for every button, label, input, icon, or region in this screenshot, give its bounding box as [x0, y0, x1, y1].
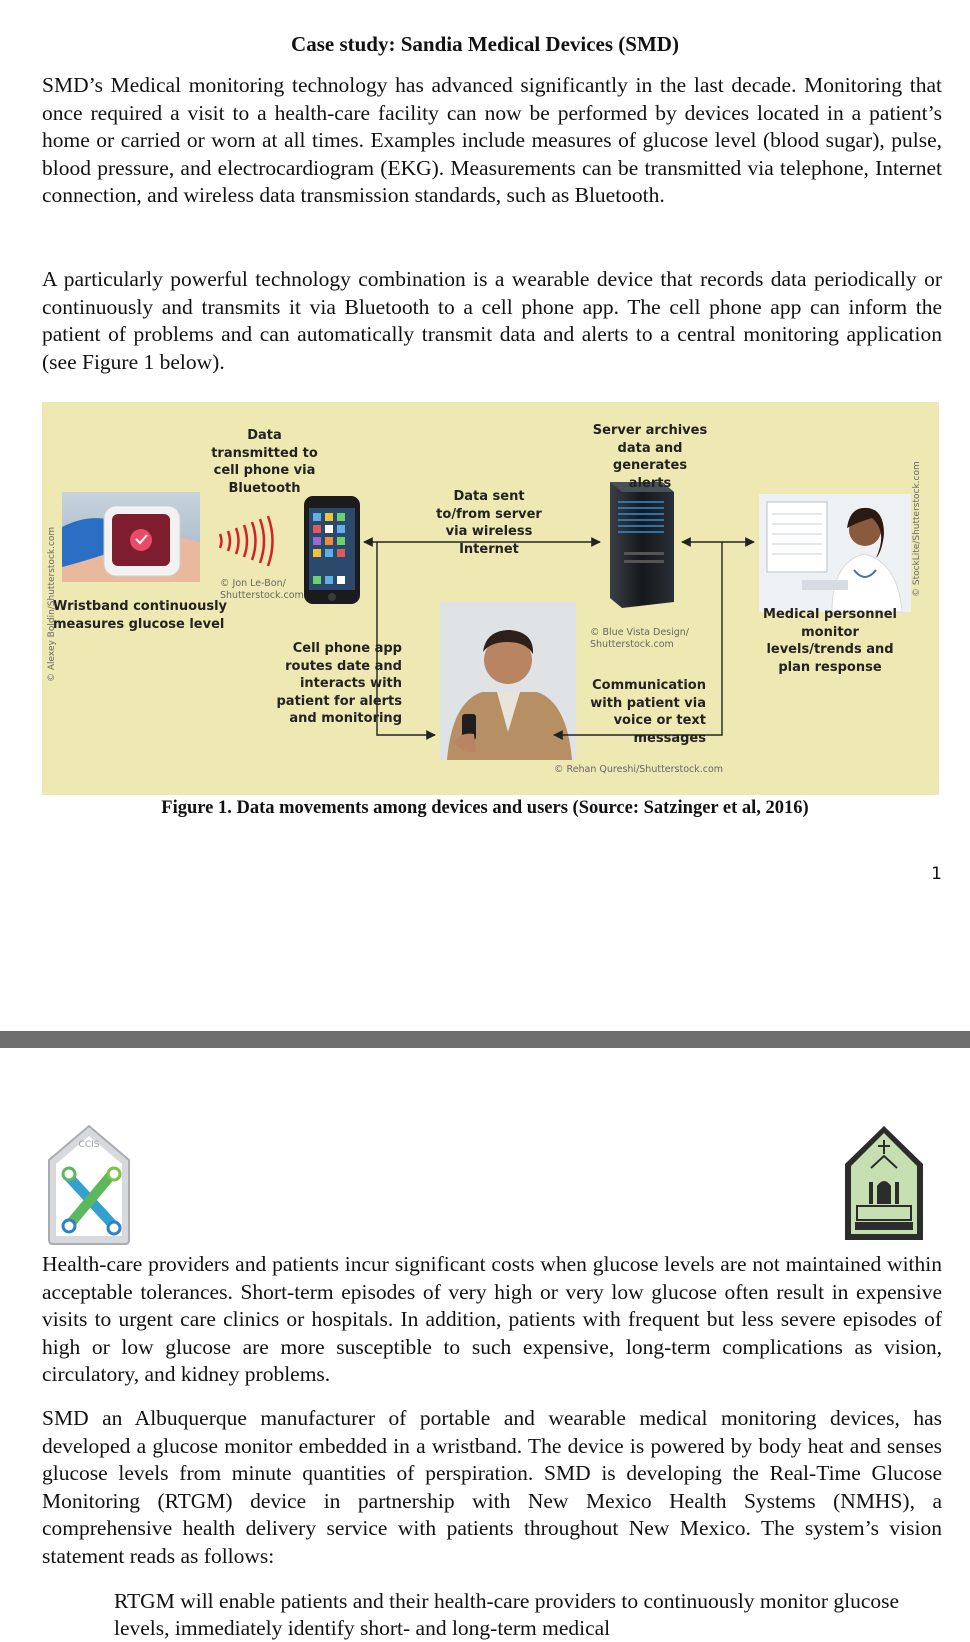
- label-medical-personnel: Medical personnel monitor levels/trends and plan response: [763, 607, 897, 675]
- wristband-image: [62, 492, 200, 582]
- ccis-logo: [44, 1122, 134, 1247]
- credit-watch: © Alexey Boldin/Shutterstock.com: [47, 526, 57, 682]
- ccis-logo-text: CCIS: [78, 1140, 100, 1150]
- figure-data-movements: [42, 402, 939, 795]
- label-server: Server archives data and generates alerts: [592, 423, 708, 491]
- label-cell-phone-app: Cell phone app routes date and interacts with patient for alerts and monitoring: [276, 641, 402, 726]
- credit-patient: © Rehan Qureshi/Shutterstock.com: [554, 764, 724, 775]
- paragraph-intro: SMD’s Medical monitoring technology has advanced significantly in the last decade. Monitoring that once required a visit to a health-care facility can now be performed by devices located in a patient’s home or carried or worn at all times. Examples include measures of glucose level (blood sugar), pulse, blood pressure, and electrocardiogram (EKG). Measurements can be transmitted via telephone, Internet connection, and wireless data transmission standards, such as Bluetooth.: [42, 73, 942, 207]
- label-wristband: Wristband continuously measures glucose level: [53, 599, 228, 632]
- page-divider: [0, 1031, 970, 1048]
- paragraph-smd-rtgm: SMD an Albuquerque manufacturer of portable and wearable medical monitoring devices, has developed a glucose monitor embedded in a wristband. The device is powered by body heat and senses glucose levels from minute quantities of perspiration. SMD is developing the Real-Time Glucose Monitoring (RTGM) device in partnership with New Mexico Health Systems (NMHS), a comprehensive health delivery service with patients throughout New Mexico. The system’s vision statement reads as follows:: [42, 1406, 942, 1568]
- credit-doctor: © StockLite/Shutterstock.com: [912, 461, 922, 597]
- label-internet: Data sent to/from server via wireless Internet: [436, 489, 542, 557]
- label-bluetooth: Data transmitted to cell phone via Bluetooth: [211, 428, 318, 496]
- university-logo: [843, 1124, 925, 1242]
- document-title: Case study: Sandia Medical Devices (SMD): [291, 32, 679, 56]
- patient-image: [440, 602, 576, 760]
- figure-caption: Figure 1. Data movements among devices and users (Source: Satzinger et al, 2016): [161, 798, 809, 818]
- label-communication: Communication with patient via voice or text messages: [590, 678, 706, 746]
- medical-personnel-image: [759, 494, 911, 612]
- credit-phone: © Jon Le-Bon/ Shutterstock.com: [220, 578, 304, 601]
- credit-server: © Blue Vista Design/ Shutterstock.com: [590, 627, 690, 650]
- paragraph-technology: A particularly powerful technology combination is a wearable device that records data periodically or continuously and transmits it via Bluetooth to a cell phone app. The cell phone app can inform the patient of problems and can automatically transmit data and alerts to a central monitoring application (see Figure 1 below).: [42, 267, 942, 374]
- vision-statement-quote: RTGM will enable patients and their health-care providers to continuously monitor glucose levels, immediately identify short- and long-term medical: [114, 1589, 900, 1640]
- bluetooth-waves: [220, 516, 273, 566]
- cell-phone-image: [304, 496, 360, 604]
- page-number: 1: [931, 864, 942, 884]
- server-image: [610, 482, 674, 608]
- university-logo-graphic: [843, 1124, 925, 1242]
- paragraph-costs: Health-care providers and patients incur significant costs when glucose levels are not maintained within acceptable tolerances. Short-term episodes of very high or very low glucose often result in expensive visits to urgent care clinics or hospitals. In addition, patients with frequent but less severe episodes of high or low glucose are more susceptible to such expensive, long-term complications as vision, circulatory, and kidney problems.: [42, 1252, 942, 1386]
